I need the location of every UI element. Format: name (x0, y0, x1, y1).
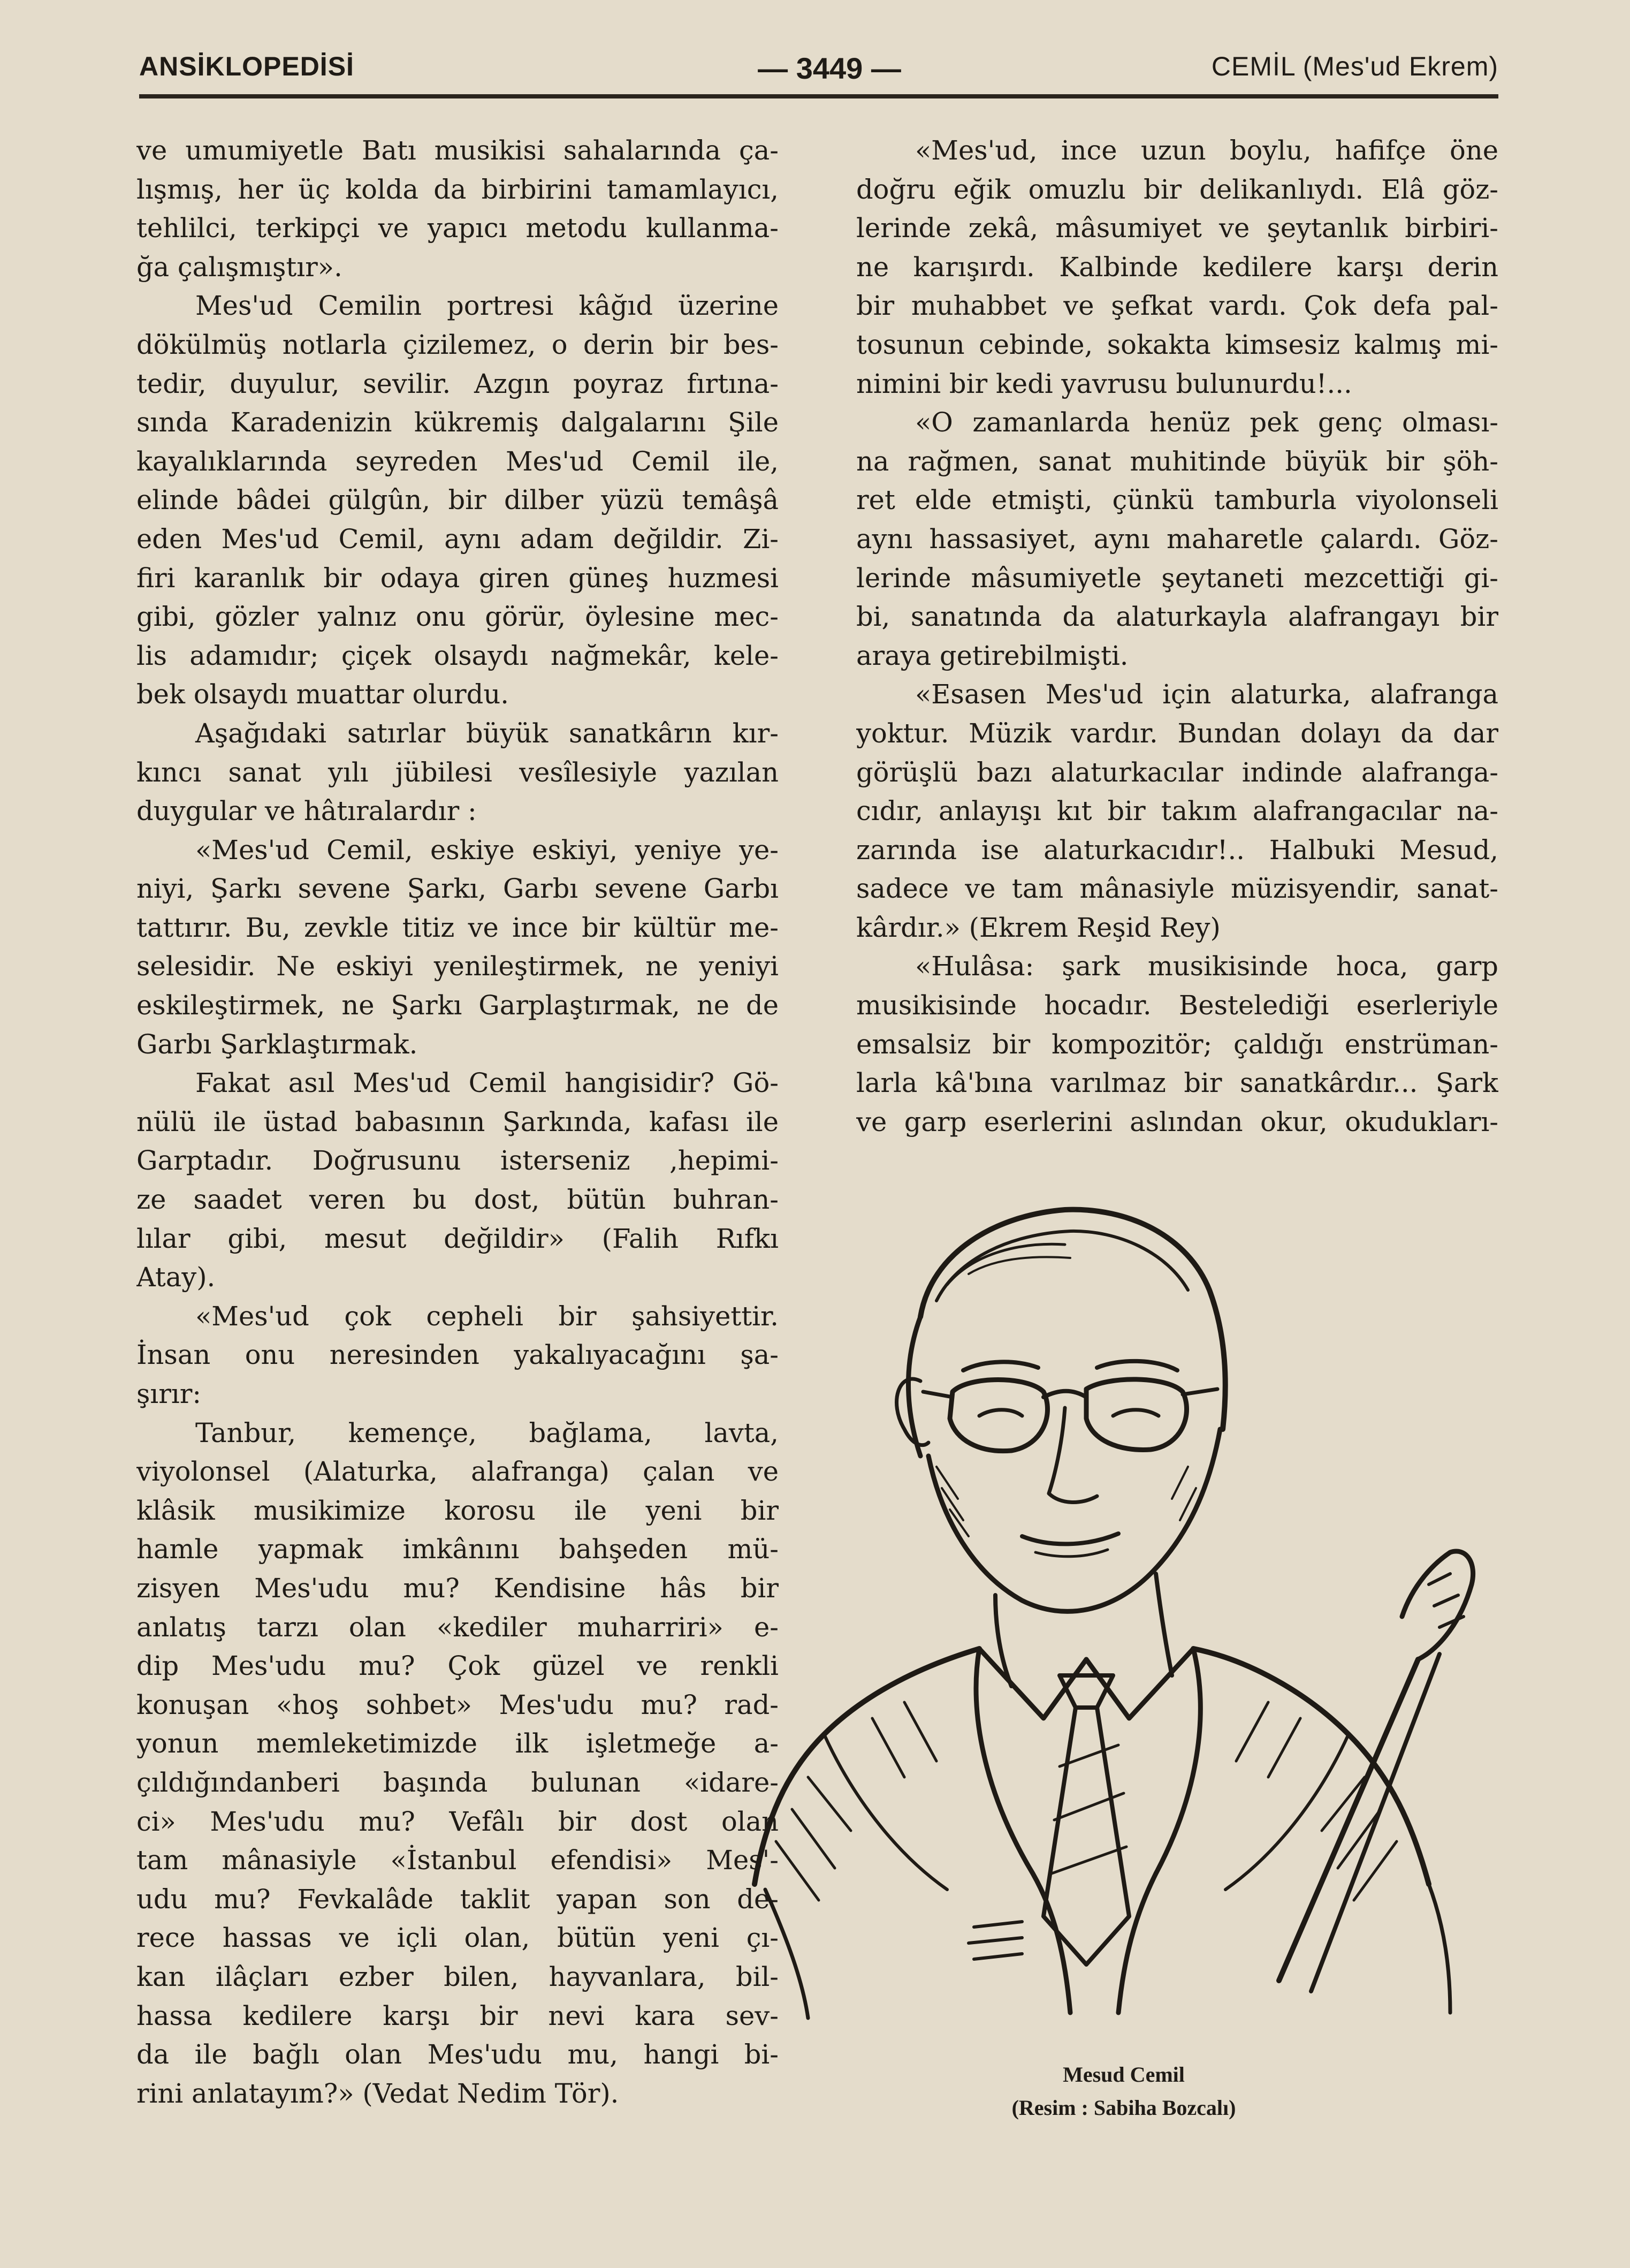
text-line: kayalıklarında seyreden Mes'ud Cemil ile, (136, 445, 779, 477)
text-line: şırır: (136, 1378, 202, 1409)
page-header (139, 51, 1498, 94)
caption-name: Mesud Cemil (1063, 2062, 1185, 2087)
text-line: «Mes'ud, ince uzun boylu, hafifçe öne (915, 135, 1498, 166)
text-line: «O zamanlarda henüz pek genç olması- (915, 407, 1498, 438)
text-line: lerinde mâsumiyetle şeytaneti mezcettiği gi- (856, 562, 1498, 594)
text-line: bi, sanatında da alaturkayla alafrangayı bir (856, 601, 1498, 633)
text-line: viyolonsel (Alaturka, alafranga) çalan ve (136, 1456, 779, 1488)
header-entry-title: CEMİL (Mes'ud Ekrem) (1211, 51, 1498, 81)
text-line: rece hassas ve içli olan, bütün yeni çı- (136, 1922, 779, 1954)
text-line: firi karanlık bir odaya giren güneş huzmesi (136, 562, 779, 594)
text-line: duygular ve hâtıralardır : (136, 795, 477, 827)
text-line: tedir, duyulur, sevilir. Azgın poyraz fırtına- (136, 368, 779, 399)
text-line: tattırır. Bu, zevkle titiz ve ince bir kültür me- (136, 912, 779, 943)
text-line: sında Karadenizin kükremiş dalgalarını Şile (136, 407, 779, 438)
text-line: «Mes'ud çok cepheli bir şahsiyettir. (195, 1300, 779, 1332)
text-line: «Esasen Mes'ud için alaturka, alafranga (915, 679, 1498, 710)
text-line: Atay). (136, 1262, 216, 1293)
text-line: konuşan «hoş sohbet» Mes'udu mu? rad- (136, 1689, 779, 1720)
text-line: «Hulâsa: şark musikisinde hoca, garp (915, 951, 1498, 982)
text-line: sadece ve tam mânasiyle müzisyendir, sanat- (856, 873, 1498, 905)
text-line: musikisinde hocadır. Bestelediği eserleriyle (856, 990, 1498, 1021)
text-line: elinde bâdei gülgûn, bir dilber yüzü temâşâ (136, 484, 779, 516)
text-line: kârdır.» (Ekrem Reşid Rey) (856, 912, 1221, 943)
header-section-title: ANSİKLOPEDİSİ (139, 51, 354, 81)
text-line: yonun memleketimizde ilk işletmeğe a- (136, 1728, 779, 1759)
text-line: dip Mes'udu mu? Çok güzel ve renkli (136, 1650, 779, 1682)
text-line: bir muhabbet ve şefkat vardı. Çok defa pal- (856, 290, 1498, 322)
text-line: cıdır, anlayışı kıt bir takım alafrangacılar na- (856, 795, 1498, 827)
text-line: Garptadır. Doğrusunu isterseniz ,hepimi- (136, 1145, 779, 1177)
text-line: gibi, gözler yalnız onu görür, öylesine mec- (136, 601, 779, 633)
text-line: lılar gibi, mesut değildir» (Falih Rıfkı (136, 1223, 779, 1254)
text-line: lerinde zekâ, mâsumiyet ve şeytanlık birbiri- (856, 213, 1498, 244)
text-line: hamle yapmak imkânını bahşeden mü- (136, 1534, 779, 1565)
caption-credit: (Resim : Sabiha Bozcalı) (1011, 2096, 1236, 2120)
text-line: tosunun cebinde, sokakta kimsesiz kalmış mi- (856, 329, 1498, 360)
text-line: dökülmüş notlarla çizilemez, o derin bir bes- (136, 329, 779, 360)
text-line: çıldığındanberi başında bulunan «idare- (136, 1766, 779, 1798)
text-line: zarında ise alaturkacıdır!.. Halbuki Mesud, (856, 834, 1498, 866)
text-line: nimini bir kedi yavrusu bulunurdu!... (856, 368, 1352, 399)
page-number: — 3449 — (758, 51, 901, 85)
text-line: ci» Mes'udu mu? Vefâlı bir dost olan (136, 1806, 779, 1837)
text-line: ve umumiyetle Batı musikisi sahalarında ça- (136, 135, 779, 166)
text-line: tehlilci, terkipçi ve yapıcı metodu kullanma- (136, 213, 779, 244)
text-line: kıncı sanat yılı jübilesi vesîlesiyle yazılan (136, 756, 779, 788)
text-line: Tanbur, kemençe, bağlama, lavta, (195, 1417, 779, 1448)
text-line: eskileştirmek, ne Şarkı Garplaştırmak, ne de (136, 990, 779, 1021)
illustration-caption (888, 2058, 1359, 2125)
text-line: ve garp eserlerini aslından okur, okudukları- (856, 1106, 1498, 1137)
text-line: eden Mes'ud Cemil, aynı adam değildir. Zi- (136, 523, 779, 555)
text-line: na rağmen, sanat muhitinde büyük bir şöh- (856, 445, 1498, 477)
text-line: kan ilâçları ezber bilen, hayvanlara, bil- (136, 1961, 779, 1992)
text-line: lis adamıdır; çiçek olsaydı nağmekâr, kele- (136, 640, 779, 671)
text-line: araya getirebilmişti. (856, 640, 1129, 671)
header-rule (139, 94, 1498, 98)
left-text-column (136, 131, 779, 2113)
text-line: klâsik musikimize korosu ile yeni bir (136, 1495, 779, 1526)
text-line: yoktur. Müzik vardır. Bundan dolayı da dar (856, 717, 1498, 749)
text-line: Garbı Şarklaştırmak. (136, 1028, 418, 1060)
text-line: İnsan onu neresinden yakalıyacağını şa- (136, 1339, 779, 1371)
text-line: Mes'ud Cemilin portresi kâğıd üzerine (195, 290, 779, 322)
text-line: ne karışırdı. Kalbinde kedilere karşı derin (856, 251, 1498, 283)
text-line: ze saadet veren bu dost, bütün buhran- (136, 1184, 779, 1216)
text-line: doğru eğik omuzlu bir delikanlıydı. Elâ göz- (856, 173, 1498, 205)
text-line: emsalsiz bir kompozitör; çaldığı enstrüman- (856, 1028, 1498, 1060)
right-text-column (856, 131, 1498, 1141)
text-line: Aşağıdaki satırlar büyük sanatkârın kır- (195, 717, 779, 749)
text-line: rini anlatayım?» (Vedat Nedim Tör). (136, 2077, 619, 2109)
portrait-illustration (744, 1178, 1504, 2034)
text-line: «Mes'ud Cemil, eskiye eskiyi, yeniye ye- (195, 834, 779, 866)
text-line: larla kâ'bına varılmaz bir sanatkârdır... Şark (856, 1067, 1498, 1099)
text-line: ğa çalışmıştır». (136, 251, 342, 283)
text-line: udu mu? Fevkalâde taklit yapan son de- (136, 1883, 779, 1915)
text-line: aynı hassasiyet, aynı maharetle çalardı. Göz- (856, 523, 1498, 555)
text-line: niyi, Şarkı sevene Şarkı, Garbı sevene Garbı (136, 873, 779, 905)
text-line: lışmış, her üç kolda da birbirini tamamlayıcı, (136, 173, 779, 205)
text-line: ret elde etmişti, çünkü tamburla viyolonseli (856, 484, 1498, 516)
text-line: görüşlü bazı alaturkacılar indinde alafranga- (856, 756, 1498, 788)
text-line: bek olsaydı muattar olurdu. (136, 679, 509, 710)
text-line: tam mânasiyle «İstanbul efendisi» Mes'- (136, 1845, 779, 1876)
text-line: zisyen Mes'udu mu? Kendisine hâs bir (136, 1572, 779, 1604)
text-line: hassa kedilere karşı bir nevi kara sev- (136, 2000, 779, 2031)
text-line: anlatış tarzı olan «kediler muharriri» e- (136, 1611, 779, 1643)
text-line: nülü ile üstad babasının Şarkında, kafası ile (136, 1106, 779, 1137)
text-line: Fakat asıl Mes'ud Cemil hangisidir? Gö- (195, 1067, 779, 1099)
text-line: da ile bağlı olan Mes'udu mu, hangi bi- (136, 2039, 779, 2070)
text-line: selesidir. Ne eskiyi yenileştirmek, ne yeniyi (136, 951, 779, 982)
